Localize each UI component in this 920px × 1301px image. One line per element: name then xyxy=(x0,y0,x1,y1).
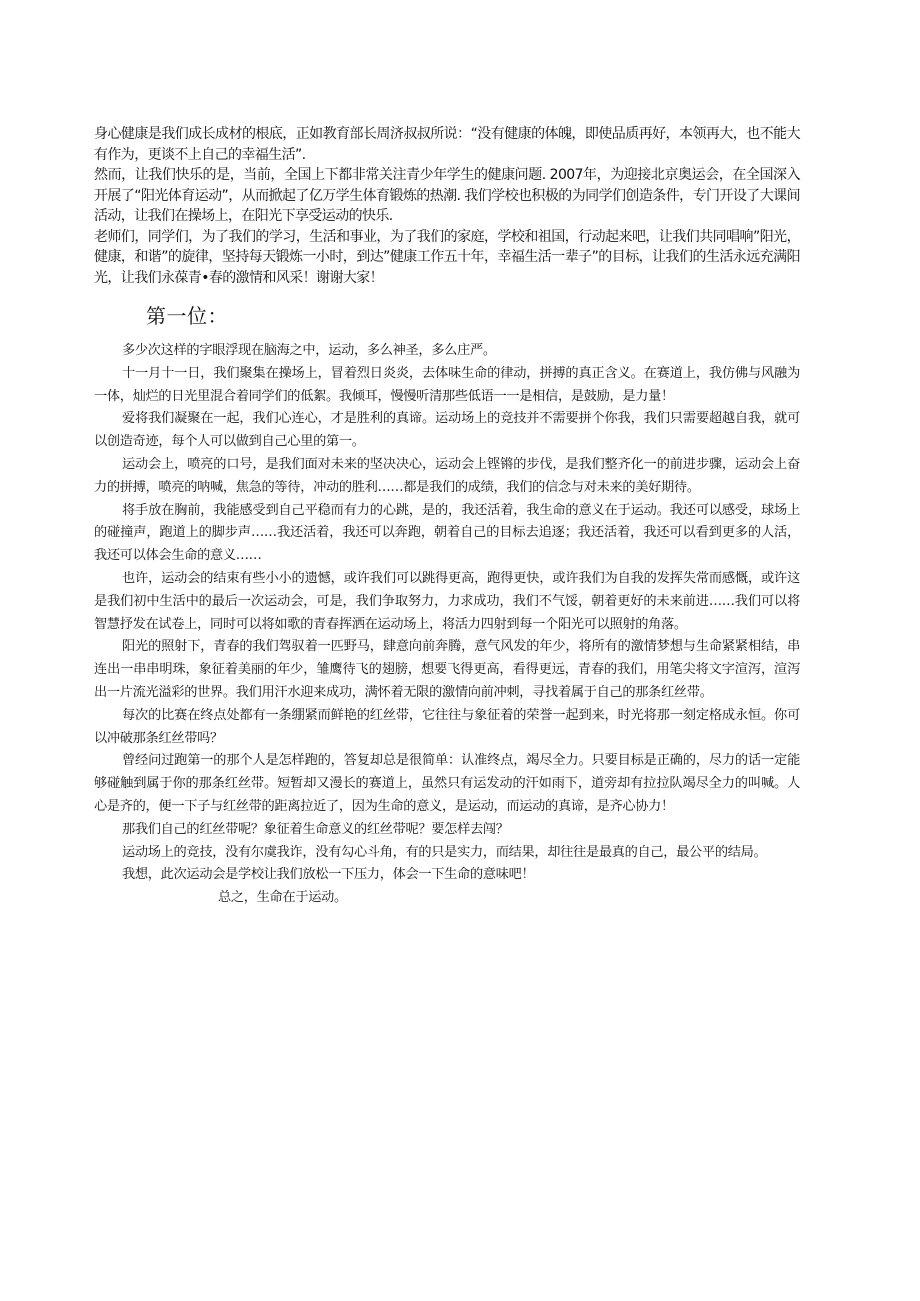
speech-paragraph-8: 每次的比赛在终点处都有一条绷紧而鲜艳的红丝带，它往往与象征着的荣誉一起到来，时光将那一刻定格成永恒。你可以冲破那条红丝带吗？ xyxy=(94,707,800,746)
intro-paragraph-3: 老师们，同学们，为了我们的学习，生活和事业，为了我们的家庭，学校和祖国，行动起来吧，让我们共同唱响”阳光，健康，和谐”的旋律，坚持每天锻炼一小时，到达”健康工作五十年，幸福生活一辈子”的目标，让我们的生活永远充满阳光，让我们永葆青•春的激情和风采！谢谢大家！ xyxy=(94,228,800,286)
speech-paragraph-2: 十一月十一日，我们聚集在操场上，冒着烈日炎炎，去体味生命的律动，拼搏的真正含义。在赛道上，我仿佛与风融为一体，灿烂的日光里混合着同学们的低絮。我倾耳，慢慢听清那些低语一一是相信，是鼓励，是力量！ xyxy=(94,365,800,404)
speech-section xyxy=(94,340,800,910)
intro-section xyxy=(94,124,800,288)
speech-paragraph-3: 爱将我们凝聚在一起，我们心连心，才是胜利的真谛。运动场上的竞技并不需要拼个你我，我们只需要超越自我，就可以创造奇迹，每个人可以做到自己心里的第一。 xyxy=(94,411,800,450)
speech-paragraph-1: 多少次这样的字眼浮现在脑海之中，运动，多么神圣，多么庄严。 xyxy=(122,343,496,358)
speech-paragraph-12: 我想，此次运动会是学校让我们放松一下压力，体会一下生命的意味吧！ xyxy=(122,867,535,883)
speech-paragraph-7: 阳光的照射下，青春的我们驾驭着一匹野马，肆意向前奔腾，意气风发的年少，将所有的激情梦想与生命紧紧相结，串连出一串串明珠，象征着美丽的年少，雏鹰待飞的翅膀，想要飞得更高，看得更远，青春的我们，用笔尖将文字渲泻，渲泻出一片流光溢彩的世界。我们用汗水迎来成功，满怀着无限的激情向前冲刺，寻找着属于自己的那条红丝带。 xyxy=(94,639,800,700)
speech-paragraph-11: 运动场上的竞技，没有尔虞我诈，没有勾心斗角，有的只是实力，而结果，却往往是最真的自己，最公平的结局。 xyxy=(122,844,767,860)
intro-paragraph-2: 然而，让我们快乐的是，当前，全国上下都非常关注青少年学生的健康问题. 2007年，为迎接北京奥运会，在全国深入开展了“阳光体育运动”，从而掀起了亿万学生体育锻炼的热潮. 我们学校也积极的为同学们创造条件，专门开设了大课间活动，让我们在操场上，在阳光下享受运动的快乐. xyxy=(94,167,800,224)
document-page xyxy=(94,124,800,910)
speech-paragraph-10: 那我们自己的红丝带呢？象征着生命意义的红丝带呢？要怎样去闯？ xyxy=(122,821,509,837)
speech-paragraph-6: 也许，运动会的结束有些小小的遗憾，或许我们可以跳得更高，跑得更快，或许我们为自我的发挥失常而感慨，或许这是我们初中生活中的最后一次运动会，可是，我们争取努力，力求成功，我们不气馁，朝着更好的未来前进……我们可以将智慧抒发在试卷上，同时可以将如歌的青春挥洒在运动场上，将活力四射到每一个阳光可以照射的角落。 xyxy=(94,570,800,632)
speech-paragraph-4: 运动会上，喷亮的口号，是我们面对未来的坚决决心，运动会上铿锵的步伐，是我们整齐化一的前进步骤，运动会上奋力的拼搏，喷亮的呐喊，焦急的等待，冲动的胜利……都是我们的成绩，我们的信念与对未来的美好期待。 xyxy=(94,456,800,495)
section-heading: 第一位： xyxy=(146,304,228,328)
speech-paragraph-9: 曾经问过跑第一的那个人是怎样跑的，答复却总是很简单：认准终点，竭尽全力。只要目标是正确的，尽力的话一定能够碰触到属于你的那条红丝带。短暂却又漫长的赛道上，虽然只有运发动的汗如雨下，道旁却有拉拉队竭尽全力的叫喊。人心是齐的，便一下子与红丝带的距离拉近了，因为生命的意义，是运动，而运动的真谛，是齐心协力！ xyxy=(94,753,800,814)
intro-paragraph-1: 身心健康是我们成长成材的根底，正如教育部长周济叔叔所说：“没有健康的体魄，即使品质再好，本领再大，也不能大有作为，更谈不上自己的幸福生活”. xyxy=(94,126,800,163)
closing-line: 总之，生命在于运动。 xyxy=(218,890,347,906)
speech-paragraph-5: 将手放在胸前，我能感受到自己平稳而有力的心跳，是的，我还活着，我生命的意义在于运动。我还可以感受，球场上的碰撞声，跑道上的脚步声……我还活着，我还可以奔跑，朝着自己的目标去追逐；我还活着，我还可以看到更多的人活，我还可以体会生命的意义…… xyxy=(94,502,800,564)
